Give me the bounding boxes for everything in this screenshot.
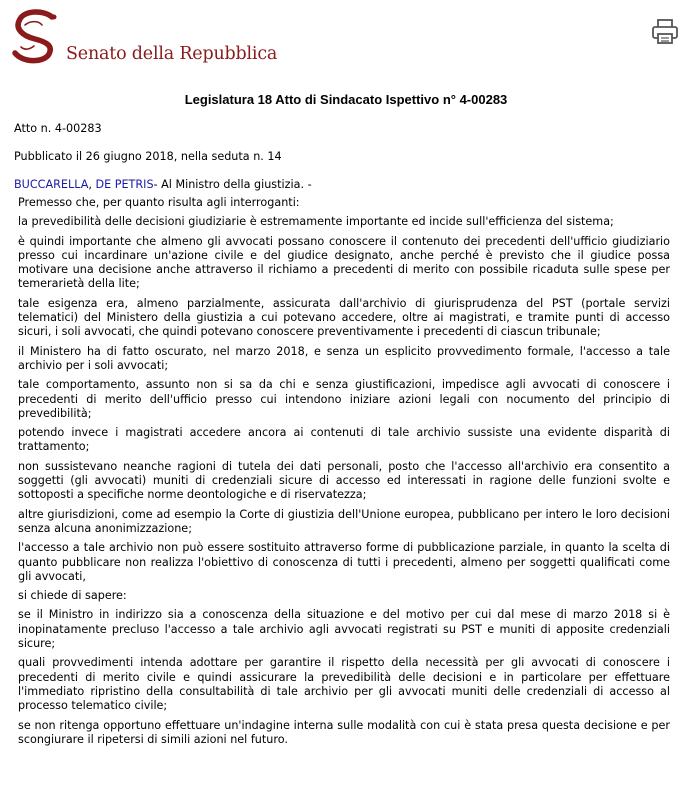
printer-icon[interactable] <box>650 16 680 46</box>
paragraph: la prevedibilità delle decisioni giudiziarie è estremamente importante ed incide sull'efficienza del sistema; <box>18 215 614 229</box>
paragraph: altre giurisdizioni, come ad esempio la Corte di giustizia dell'Unione europea, pubblicano per intero le loro decisioni senza alcuna anonimizzazione; <box>18 507 670 535</box>
authors-line <box>14 178 312 191</box>
paragraph-premise: Premesso che, per quanto risulta agli interroganti: <box>18 196 300 209</box>
author-separator: , <box>88 178 96 191</box>
author-link-de-petris[interactable]: DE PETRIS <box>95 178 154 191</box>
senato-s-logo-icon[interactable] <box>8 8 68 64</box>
publication-date: Pubblicato il 26 giugno 2018, nella seduta n. 14 <box>14 150 282 163</box>
site-header <box>0 0 692 80</box>
document-title: Legislatura 18 Atto di Sindacato Ispettivo n° 4-00283 <box>184 92 508 107</box>
author-link-buccarella[interactable]: BUCCARELLA <box>14 178 89 191</box>
paragraph: non sussistevano neanche ragioni di tutela dei dati personali, posto che l'accesso all'archivio era consentito a soggetti (gli avvocati) muniti di credenziali sicure di accesso ed interessati in ragione delle funzioni svolte e sottoposti a specifiche norme deontologiche e di riservatezza; <box>18 459 670 502</box>
document-body <box>18 196 670 752</box>
site-brand[interactable]: Senato della Repubblica <box>66 44 278 64</box>
paragraph: potendo invece i magistrati accedere ancora ai contenuti di tale archivio sussiste una evidente disparità di trattamento; <box>18 426 670 454</box>
paragraph: l'accesso a tale archivio non può essere sostituito attraverso forme di pubblicazione parziale, in quanto la scelta di quanto pubblicare non realizza l'obiettivo di conoscenza di tutti i precedenti, almeno per soggetti qualificati come gli avvocati, <box>18 541 670 583</box>
paragraph: il Ministero ha di fatto oscurato, nel marzo 2018, e senza un esplicito provvedimento formale, l'accesso a tale archivio per i soli avvocati; <box>18 344 670 372</box>
atto-number: Atto n. 4-00283 <box>14 122 102 135</box>
paragraph: tale esigenza era, almeno parzialmente, assicurata dall'archivio di giurisprudenza del PST (portale servizi telematici) del Ministero della giustizia a cui potevano accedere, oltre ai magistrati, e tramite punti di accesso sicuri, i soli avvocati, che quindi potevano conoscere preventivamente i precedenti di ciascun tribunale; <box>18 296 670 339</box>
paragraph-question-intro: si chiede di sapere: <box>18 589 127 603</box>
paragraph: se il Ministro in indirizzo sia a conoscenza della situazione e del motivo per cui dal mese di marzo 2018 si è inopinatamente precluso l'accesso a tale archivio agli avvocati registrati su PST e muniti di apposite credenziali sicure; <box>18 608 670 651</box>
paragraph: quali provvedimenti intenda adottare per garantire il rispetto della necessità per gli avvocati di conoscere i precedenti di merito civile e quindi assicurare la prevedibilità delle decisioni e in particolare per effettuare l'immediato ripristino della consultabilità di tale archivio per gli avvocati muniti delle credenziali di accesso al processo telematico civile; <box>18 656 670 713</box>
addressee: - Al Ministro della giustizia. - <box>153 178 312 191</box>
paragraph: è quindi importante che almeno gli avvocati possano conoscere il contenuto dei precedenti dell'ufficio giudiziario presso cui incardinare un'azione civile e del giudice designato, anche perché è previsto che il giudice possa motivare una decisione anche attraverso il richiamo a precedenti di merito con possibile ricaduta sulle spese per temerarietà della lite; <box>18 234 670 291</box>
paragraph: tale comportamento, assunto non si sa da chi e senza giustificazioni, impedisce agli avvocati di conoscere i precedenti di merito dell'ufficio presso cui intendono iniziare azioni legali con nocumento del principio di prevedibilità; <box>18 378 670 420</box>
paragraph: se non ritenga opportuno effettuare un'indagine interna sulle modalità con cui è stata presa questa decisione e per scongiurare il ripetersi di simili azioni nel futuro. <box>18 718 670 746</box>
